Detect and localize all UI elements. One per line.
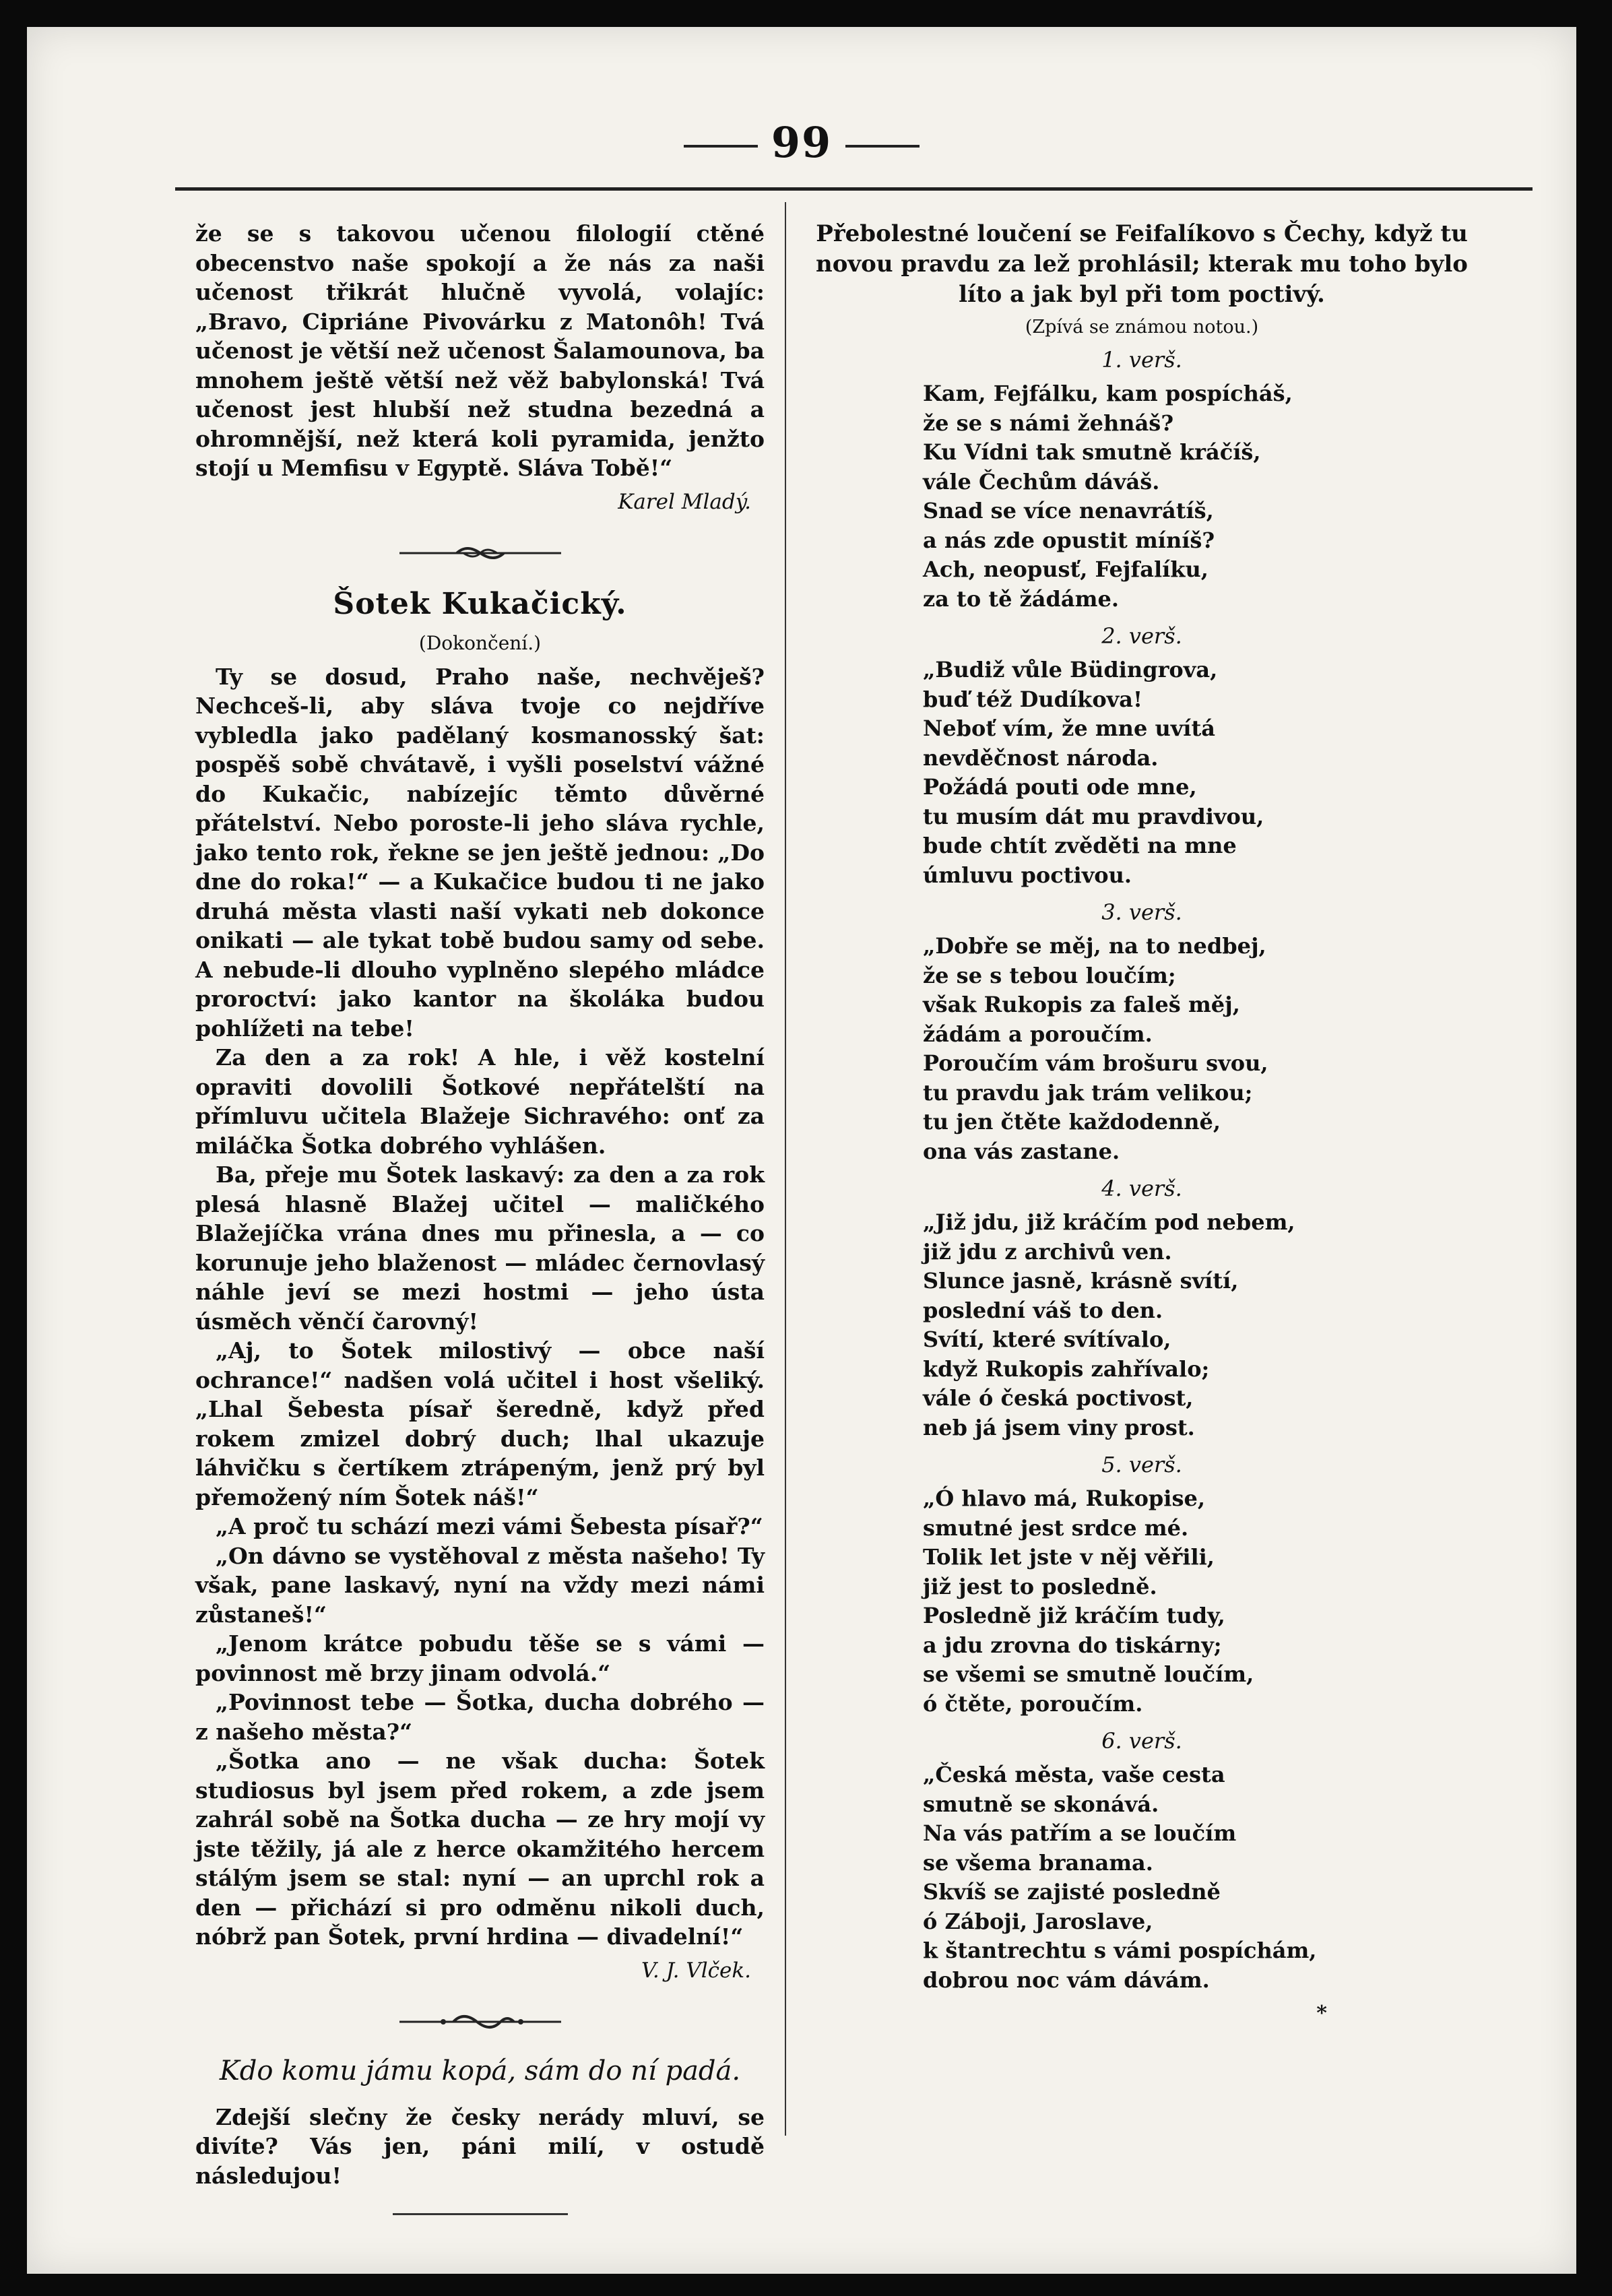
closing-paragraph: Zdejší slečny že česky nerády mluví, se divíte? Vás jen, páni milí, v ostudě následujou!	[195, 2103, 765, 2189]
verse-line: bude chtít zvěděti na mne	[923, 833, 1237, 858]
closing-rule	[393, 2213, 568, 2215]
verse-line: již jdu z archivů ven.	[923, 1238, 1172, 1265]
header-rule	[175, 187, 1533, 191]
verse-line: buď též Dudíkova!	[923, 686, 1143, 712]
verse-line: nevděčnost národa.	[923, 744, 1159, 771]
column-divider	[785, 202, 786, 2136]
verse-line: poslední váš to den.	[923, 1297, 1163, 1323]
verse-line: tu musím dát mu pravdivou,	[923, 803, 1264, 829]
verse-block	[802, 1728, 1482, 1995]
verse-line: Na vás patřím a se loučím	[923, 1820, 1237, 1846]
ornament-divider-2	[393, 2008, 568, 2035]
verse-line: ó čtěte, poroučím.	[923, 1690, 1143, 1717]
verse-line: za to tě žádáme.	[923, 585, 1119, 612]
verse-line: ó Záboji, Jaroslave,	[923, 1908, 1153, 1934]
verse-line: Kam, Fejfálku, kam pospícháš,	[923, 381, 1293, 406]
end-mark: *	[1316, 2002, 1327, 2025]
verse-heading: 6. verš.	[1101, 1728, 1182, 1754]
verse-heading: 4. verš.	[1101, 1176, 1182, 1201]
verse-line: smutně se skonává.	[923, 1791, 1159, 1817]
verse-line: Tolik let jste v něj věřili,	[923, 1544, 1215, 1570]
verse-line: tu jen čtěte každodenně,	[923, 1109, 1221, 1135]
verse-line: Poroučím vám brošuru svou,	[923, 1050, 1268, 1076]
verse-line: že se s tebou loučím;	[923, 962, 1176, 988]
verse-block	[802, 623, 1482, 890]
article-paragraph: „Povinnost tebe — Šotka, ducha dobrého — z našeho města?“	[195, 1689, 765, 1745]
verse-block	[802, 347, 1482, 614]
verse-line: dobrou noc vám dávám.	[923, 1967, 1210, 1993]
intro-signature: Karel Mladý.	[618, 489, 751, 514]
verse-stanza	[923, 1208, 1482, 1442]
article-subtitle: (Dokončení.)	[418, 631, 542, 654]
verse-line: „Budiž vůle Büdingrova,	[923, 657, 1218, 682]
verse-line: ona vás zastane.	[923, 1138, 1120, 1164]
page-number-text: 99	[771, 118, 833, 167]
verse-line: vále Čechům dáváš.	[923, 468, 1160, 495]
article-paragraph: Za den a za rok! A hle, i věž kostelní opraviti dovolili Šotkové nepřátelští na přímluvu učitela Blažeje Sichravého: onť za miláčka Šotka dobrého vyhlášen.	[195, 1044, 765, 1159]
article-paragraph: „Jenom krátce pobudu těše se s vámi — povinnost mě brzy jinam odvolá.“	[195, 1630, 765, 1686]
ornament-divider	[393, 540, 568, 567]
verse-line: „Dobře se měj, na to nedbej,	[923, 933, 1266, 959]
verse-line: Slunce jasně, krásně svítí,	[923, 1268, 1239, 1294]
verse-line: Ach, neopusť, Fejfalíku,	[923, 556, 1208, 582]
verse-line: Požádá pouti ode mne,	[923, 774, 1197, 800]
verse-line: smutné jest srdce mé.	[923, 1514, 1189, 1541]
verse-line: a nás zde opustit míníš?	[923, 527, 1215, 553]
newspaper-page	[27, 27, 1576, 2274]
verse-line: úmluvu poctivou.	[923, 862, 1132, 888]
article-paragraph: „Šotka ano — ne však ducha: Šotek studiosus byl jsem před rokem, a zde jsem zahrál sobě na Šotka ducha — ze hry mojí vy jste těžily, já ale z herce okamžitého hercem stálým jsem se stal: nyní — an uprchl rok a den — přichází si pro odměnu nikoli duch, nóbrž pan Šotek, první hrdina — divadelní!“	[195, 1748, 765, 1950]
verse-line: již jest to posledně.	[923, 1573, 1157, 1599]
verse-line: že se s námi žehnáš?	[923, 410, 1174, 436]
verse-line: „Ó hlavo má, Rukopise,	[923, 1486, 1205, 1511]
verse-block	[802, 1176, 1482, 1442]
verse-stanza	[923, 656, 1482, 890]
page-number-dash-right	[845, 145, 920, 148]
verse-line: Skvíš se zajisté posledně	[923, 1879, 1221, 1905]
verse-line: Posledně již kráčím tudy,	[923, 1603, 1225, 1628]
article-paragraph: Ty se dosud, Praho naše, nechvěješ? Nechceš-li, aby sláva tvoje co nejdříve vybledla jako padělaný kosmanosský šat: pospěš sobě chvátavě, i vyšli poselství vážné do Kukačic, nabízejíc těmto důvěrné přátelství. Nebo poroste-li jeho sláva rychle, jako tento rok, řekne se jen ještě jednou: „Do dne do roka!“ — a Kukačice budou ti ne jako druhá města vlasti naší vykati neb dokonce onikati — ale tykat tobě budou samy od sebe. A nebude-li dlouho vyplněno slepého mládce proroctví: jako kantor na školáka budou pohlížeti na tebe!	[195, 663, 765, 1042]
article-paragraph: „Aj, to Šotek milostivý — obce naší ochrance!“ nadšen volá učitel i host všeliký. „Lhal Šebesta písař šeredně, když před rokem zmizel dobrý duch; lhal ukazuje láhvičku s čertíkem ztrápeným, jenž prý byl přemožený ním Šotek náš!“	[195, 1337, 765, 1510]
verse-line: neb já jsem viny prost.	[923, 1414, 1195, 1440]
verse-heading: 2. verš.	[1101, 623, 1182, 649]
verse-line: když Rukopis zahřívalo;	[923, 1356, 1210, 1382]
verse-line: Svítí, které svítívalo,	[923, 1327, 1171, 1352]
verse-heading: 1. verš.	[1101, 347, 1182, 373]
article-paragraph: Ba, přeje mu Šotek laskavý: za den a za rok plesá hlasně Blažej učitel — maličkého Blažejíčka vrána dnes mu přinesla, a — co korunuje jeho blaženost — mládec černovlasý náhle jeví se mezi hostmi — jeho ústa úsměch věnčí čarovný!	[195, 1161, 765, 1335]
verse-stanza	[923, 1484, 1482, 1719]
verse-block	[802, 1452, 1482, 1719]
verse-stanza	[923, 932, 1482, 1166]
intro-paragraph: že se s takovou učenou filologií ctěné obecenstvo naše spokojí a že nás za naši učenost třikrát hlučně vyvolá, volajíc: „Bravo, Cipriáne Pivovárku z Matonôh! Tvá učenost je větší než učenost Šalamounova, ba mnohem ještě větší než věž babylonská! Tvá učenost jest hlubší než studna bezedná a ohromnější, než která koli pyramida, jenžto stojí u Memfisu v Egyptě. Sláva Tobě!“	[195, 220, 765, 481]
verse-heading: 3. verš.	[1101, 899, 1182, 925]
verse-line: k štantrechtu s vámi pospíchám,	[923, 1938, 1317, 1963]
article-signature: V. J. Vlček.	[641, 1958, 751, 1983]
page-number-dash-left	[684, 145, 758, 148]
right-column	[802, 219, 1482, 2025]
verse-block	[802, 899, 1482, 1166]
verse-heading: 5. verš.	[1101, 1452, 1182, 1477]
verse-line: se všemi se smutně loučím,	[923, 1661, 1254, 1687]
verse-line: se všema branama.	[923, 1849, 1153, 1876]
poem-title: Přebolestné loučení se Feifalíkovo s Čechy, když tu novou pravdu za lež prohlásil; kterak mu toho bylo líto a jak byl při tom poctivý.	[816, 220, 1468, 308]
verse-line: a jdu zrovna do tiskárny;	[923, 1632, 1222, 1658]
verse-line: „Česká města, vaše cesta	[923, 1762, 1225, 1787]
verse-stanza	[923, 1760, 1482, 1995]
corner-stamp-mark	[1415, 47, 1536, 94]
verse-line: tu pravdu jak trám velikou;	[923, 1079, 1253, 1106]
article-title: Šotek Kukačický.	[333, 586, 627, 621]
verse-stanza	[923, 379, 1482, 614]
poem-sung-note: (Zpívá se známou notou.)	[1025, 317, 1259, 338]
proverb-heading: Kdo komu jámu kopá, sám do ní padá.	[219, 2055, 741, 2086]
article-paragraph: „A proč tu schází mezi vámi Šebesta písař?“	[216, 1513, 763, 1539]
verse-line: vále ó česká poctivost,	[923, 1385, 1194, 1411]
verse-line: však Rukopis za faleš měj,	[923, 992, 1240, 1017]
verse-line: Neboť vím, že mne uvítá	[923, 715, 1215, 741]
article-paragraph: „On dávno se vystěhoval z města našeho! Ty však, pane laskavý, nyní na vždy mezi námi zůstaneš!“	[195, 1542, 765, 1628]
verse-line: Ku Vídni tak smutně kráčíš,	[923, 439, 1261, 465]
left-column	[195, 219, 765, 2215]
verse-line: „Již jdu, již kráčím pod nebem,	[923, 1209, 1295, 1235]
verse-line: Snad se více nenavrátíš,	[923, 498, 1214, 523]
verse-line: žádám a poroučím.	[923, 1021, 1153, 1047]
page-number	[27, 118, 1576, 167]
